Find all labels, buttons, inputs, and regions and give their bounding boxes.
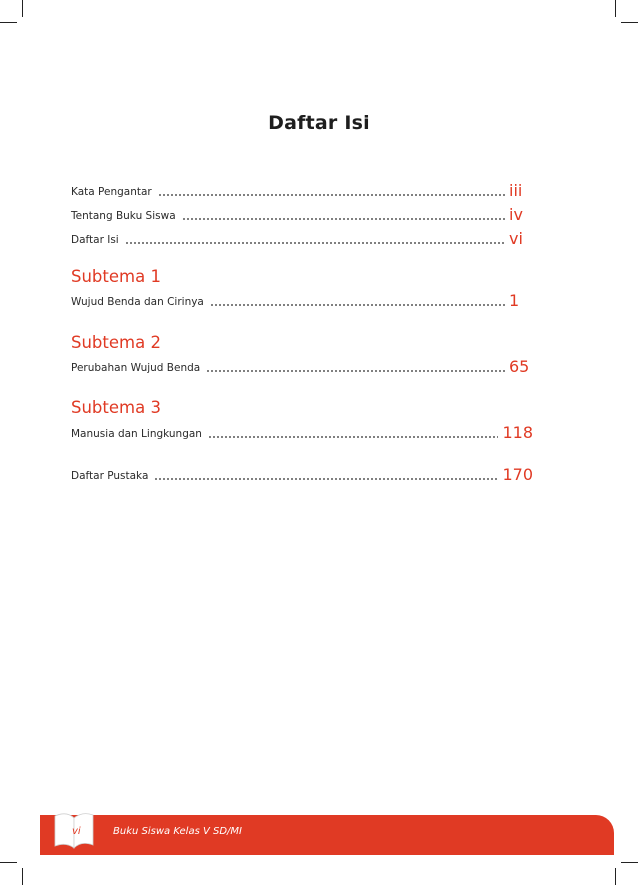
toc-label: Daftar Isi [71,234,119,246]
section-heading-subtema-2: Subtema 2 [71,333,161,352]
toc-entry-subtema-1[interactable] [71,288,533,310]
toc-label: Wujud Benda dan Cirinya [71,296,204,308]
toc-page-number: iv [509,205,523,224]
toc-label: Manusia dan Lingkungan [71,428,202,440]
toc-page-number: 170 [502,465,533,484]
crop-mark [22,0,23,17]
toc-entry-tentang-buku-siswa[interactable] [71,202,533,224]
leader-dots [210,304,505,306]
leader-dots [158,194,505,196]
toc-label: Tentang Buku Siswa [71,210,176,222]
crop-mark [615,0,616,17]
page-title: Daftar Isi [268,112,370,134]
leader-dots [182,218,505,220]
footer-book-title: Buku Siswa Kelas V SD/MI [113,826,242,837]
leader-dots [125,242,505,244]
toc-label: Kata Pengantar [71,186,152,198]
crop-mark [615,868,616,885]
toc-entry-subtema-3[interactable] [71,420,533,442]
toc-page-number: iii [509,181,523,200]
crop-mark [22,868,23,885]
leader-dots [154,478,498,480]
section-heading-subtema-3: Subtema 3 [71,398,161,417]
toc-page-number: vi [509,229,523,248]
toc-label: Perubahan Wujud Benda [71,362,201,374]
toc-label: Daftar Pustaka [71,470,149,482]
section-heading-subtema-1: Subtema 1 [71,267,161,286]
toc-page-number: 118 [502,423,533,442]
leader-dots [208,436,498,438]
toc-entry-kata-pengantar[interactable] [71,178,533,200]
footer-page-number: vi [72,826,81,837]
crop-mark [0,862,17,863]
toc-page-number: 1 [509,291,520,310]
toc-entry-daftar-pustaka[interactable] [71,462,533,484]
crop-mark [0,22,17,23]
toc-entry-daftar-isi[interactable] [71,226,533,248]
crop-mark [621,862,638,863]
toc-page-number: 65 [509,357,530,376]
toc-entry-subtema-2[interactable] [71,354,533,376]
crop-mark [621,22,638,23]
leader-dots [206,370,505,372]
